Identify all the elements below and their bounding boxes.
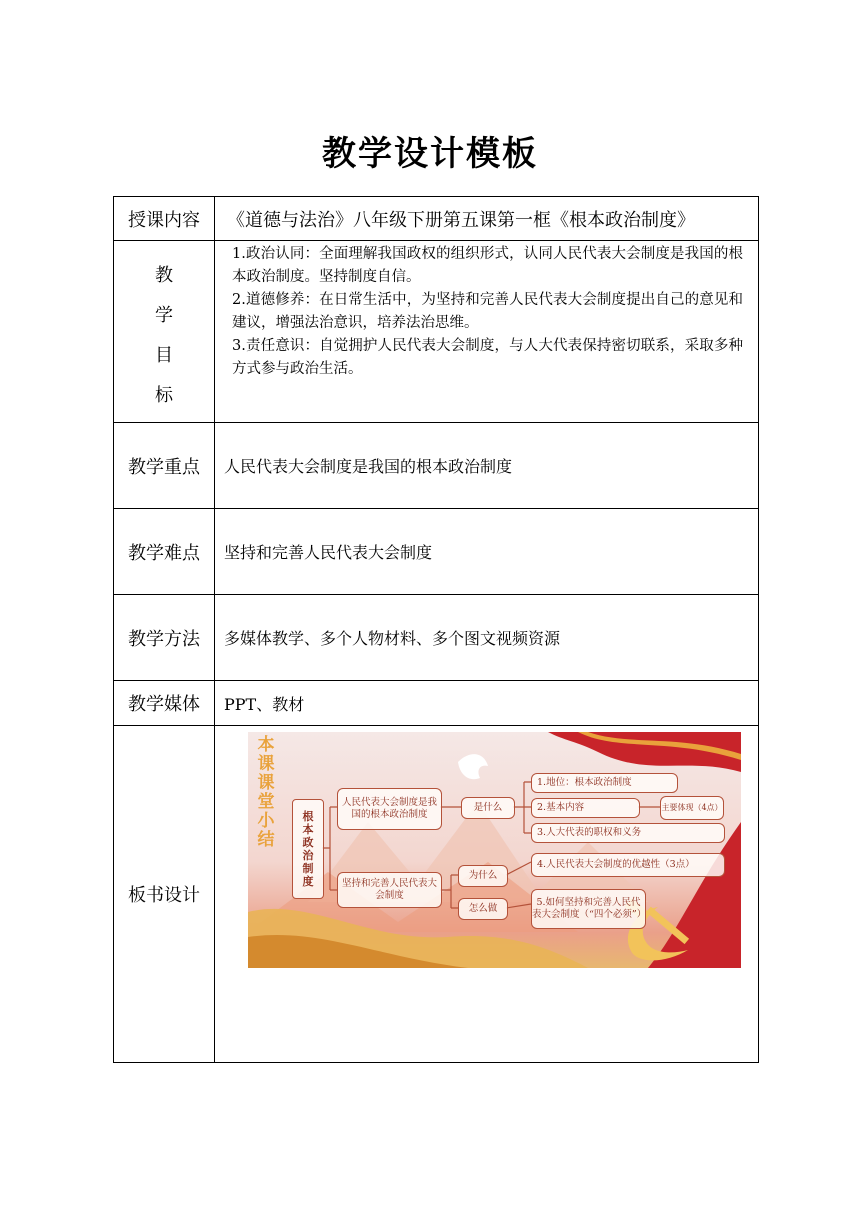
goal-item: 1.政治认同：全面理解我国政权的组织形式，认同人民代表大会制度是我国的根本政治制度。坚持制度自信。 [232, 246, 743, 285]
board-item5: 5.如何坚持和完善人民代表大会制度（“四个必须”） [531, 889, 646, 929]
side-title-char: 堂 [257, 792, 275, 812]
board-design-image [248, 732, 741, 968]
row-methods [114, 595, 759, 681]
row-content [114, 197, 759, 241]
board-q-what: 是什么 [461, 797, 515, 819]
board-root-text: 根本政治制度 [302, 810, 314, 888]
board-item3: 3.人大代表的职权和义务 [531, 823, 725, 843]
dove-icon [458, 754, 488, 779]
label-media: 教学媒体 [114, 681, 215, 726]
row-difficulties [114, 509, 759, 595]
goals-label-char: 学 [155, 304, 173, 326]
side-title-char: 本 [257, 735, 275, 755]
row-media [114, 681, 759, 726]
value-difficulties: 坚持和完善人民代表大会制度 [215, 509, 759, 595]
label-difficulties: 教学难点 [114, 509, 215, 595]
goals-label-char: 目 [155, 344, 173, 366]
lesson-plan-table [113, 196, 759, 1063]
board-q-how: 怎么做 [458, 898, 508, 920]
value-media: PPT、教材 [215, 681, 759, 726]
value-content: 《道德与法治》八年级下册第五课第一框《根本政治制度》 [215, 197, 759, 241]
goals-label-char: 教 [155, 264, 173, 286]
side-title-char: 课 [257, 773, 275, 793]
board-branch1: 人民代表大会制度是我国的根本政治制度 [337, 788, 442, 830]
board-item2-note: 主要体现（4点） [660, 796, 724, 820]
label-methods: 教学方法 [114, 595, 215, 681]
row-goals [114, 241, 759, 423]
side-title-char: 结 [257, 830, 275, 850]
board-q-why: 为什么 [458, 865, 508, 887]
value-key-points: 人民代表大会制度是我国的根本政治制度 [215, 423, 759, 509]
board-item1: 1.地位：根本政治制度 [531, 773, 678, 793]
goals-label-char: 标 [155, 384, 173, 406]
board-side-title [255, 736, 277, 850]
value-methods: 多媒体教学、多个人物材料、多个图文视频资源 [215, 595, 759, 681]
label-board: 板书设计 [114, 726, 215, 1063]
board-branch2: 坚持和完善人民代表大会制度 [337, 872, 442, 908]
value-board [215, 726, 759, 1063]
board-root-box [292, 799, 324, 899]
page-title: 教学设计模板 [322, 134, 538, 174]
side-title-char: 小 [257, 811, 275, 831]
row-board [114, 726, 759, 1063]
label-goals [114, 241, 215, 423]
board-item2: 2.基本内容 [531, 798, 640, 818]
value-goals [215, 241, 759, 423]
side-title-char: 课 [257, 754, 275, 774]
goal-item: 3.责任意识：自觉拥护人民代表大会制度，与人大代表保持密切联系，采取多种方式参与政治生活。 [232, 338, 743, 377]
row-key-points [114, 423, 759, 509]
label-content: 授课内容 [114, 197, 215, 241]
label-key-points: 教学重点 [114, 423, 215, 509]
board-item4: 4.人民代表大会制度的优越性（3点） [531, 853, 725, 877]
goal-item: 2.道德修养：在日常生活中，为坚持和完善人民代表大会制度提出自己的意见和建议，增强法治意识，培养法治思维。 [232, 292, 743, 331]
